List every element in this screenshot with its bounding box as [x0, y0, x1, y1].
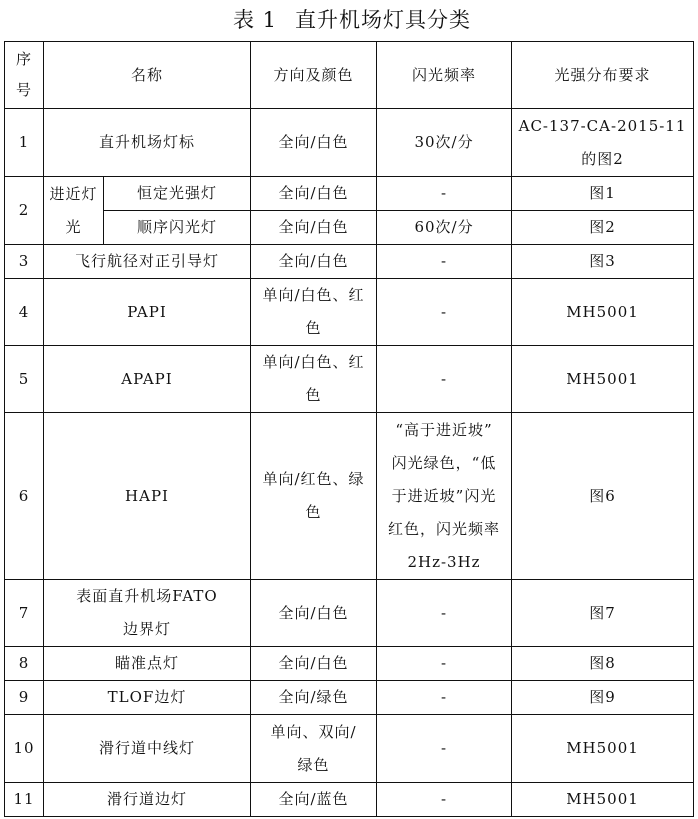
- cell-intensity: 图3: [512, 245, 694, 279]
- table-row: [5, 715, 694, 783]
- cell-flash-rate: 30次/分: [377, 109, 512, 177]
- header-name: 名称: [44, 42, 251, 109]
- cell-intensity: MH5001: [512, 715, 694, 783]
- cell-seq: 7: [5, 580, 44, 647]
- cell-direction-color: 全向/绿色: [251, 681, 377, 715]
- cell-sub-name: 恒定光强灯: [104, 177, 251, 211]
- cell-flash-rate: -: [377, 783, 512, 817]
- cell-seq: 11: [5, 783, 44, 817]
- header-seq: 序 号: [5, 42, 44, 109]
- cell-intensity: AC-137-CA-2015-11 的图2: [512, 109, 694, 177]
- cell-intensity: 图1: [512, 177, 694, 211]
- cell-seq: 5: [5, 346, 44, 413]
- cell-direction-color: 单向/红色、绿 色: [251, 413, 377, 580]
- cell-direction-color: 全向/白色: [251, 211, 377, 245]
- cell-intensity: 图7: [512, 580, 694, 647]
- cell-seq: 2: [5, 177, 44, 245]
- table-row: [5, 413, 694, 580]
- cell-direction-color: 全向/蓝色: [251, 783, 377, 817]
- cell-direction-color: 全向/白色: [251, 580, 377, 647]
- cell-seq: 10: [5, 715, 44, 783]
- cell-name: 表面直升机场FATO 边界灯: [44, 580, 251, 647]
- cell-flash-rate: -: [377, 245, 512, 279]
- cell-seq: 4: [5, 279, 44, 346]
- table-row: [5, 681, 694, 715]
- cell-seq: 8: [5, 647, 44, 681]
- cell-name: 飞行航径对正引导灯: [44, 245, 251, 279]
- cell-direction-color: 全向/白色: [251, 647, 377, 681]
- table-row: [5, 177, 694, 211]
- cell-sub-name: 顺序闪光灯: [104, 211, 251, 245]
- cell-flash-rate: -: [377, 279, 512, 346]
- cell-name: PAPI: [44, 279, 251, 346]
- cell-intensity: 图8: [512, 647, 694, 681]
- cell-seq: 3: [5, 245, 44, 279]
- header-intensity: 光强分布要求: [512, 42, 694, 109]
- caption-number: 表 1: [232, 8, 278, 32]
- cell-name: TLOF边灯: [44, 681, 251, 715]
- cell-flash-rate: -: [377, 681, 512, 715]
- cell-intensity: 图9: [512, 681, 694, 715]
- cell-intensity: 图6: [512, 413, 694, 580]
- cell-flash-rate: “高于进近坡” 闪光绿色，“低 于进近坡”闪光 红色，闪光频率 2Hz-3Hz: [377, 413, 512, 580]
- cell-group-name: 进近灯光: [44, 177, 104, 245]
- cell-flash-rate: -: [377, 346, 512, 413]
- cell-name: 滑行道中线灯: [44, 715, 251, 783]
- cell-name: HAPI: [44, 413, 251, 580]
- cell-direction-color: 全向/白色: [251, 245, 377, 279]
- cell-direction-color: 单向、双向/ 绿色: [251, 715, 377, 783]
- cell-direction-color: 单向/白色、红 色: [251, 279, 377, 346]
- header-direction-color: 方向及颜色: [251, 42, 377, 109]
- header-row: [5, 42, 694, 109]
- header-flash-rate: 闪光频率: [377, 42, 512, 109]
- cell-flash-rate: 60次/分: [377, 211, 512, 245]
- cell-intensity: 图2: [512, 211, 694, 245]
- table-row: [5, 783, 694, 817]
- table-row: [5, 647, 694, 681]
- cell-intensity: MH5001: [512, 346, 694, 413]
- table-row: [5, 109, 694, 177]
- table-caption: [0, 4, 698, 34]
- cell-intensity: MH5001: [512, 783, 694, 817]
- cell-flash-rate: -: [377, 177, 512, 211]
- cell-name: 直升机场灯标: [44, 109, 251, 177]
- table-row: [5, 279, 694, 346]
- cell-flash-rate: -: [377, 715, 512, 783]
- caption-text: 直升机场灯具分类: [295, 8, 472, 32]
- cell-direction-color: 全向/白色: [251, 109, 377, 177]
- lighting-classification-table: [4, 41, 694, 817]
- cell-direction-color: 单向/白色、红 色: [251, 346, 377, 413]
- cell-flash-rate: -: [377, 647, 512, 681]
- cell-seq: 6: [5, 413, 44, 580]
- cell-name: APAPI: [44, 346, 251, 413]
- table-row: [5, 245, 694, 279]
- cell-seq: 1: [5, 109, 44, 177]
- cell-intensity: MH5001: [512, 279, 694, 346]
- table-row: [5, 211, 694, 245]
- cell-direction-color: 全向/白色: [251, 177, 377, 211]
- cell-seq: 9: [5, 681, 44, 715]
- cell-name: 瞄准点灯: [44, 647, 251, 681]
- cell-flash-rate: -: [377, 580, 512, 647]
- cell-name: 滑行道边灯: [44, 783, 251, 817]
- table-row: [5, 346, 694, 413]
- table-row: [5, 580, 694, 647]
